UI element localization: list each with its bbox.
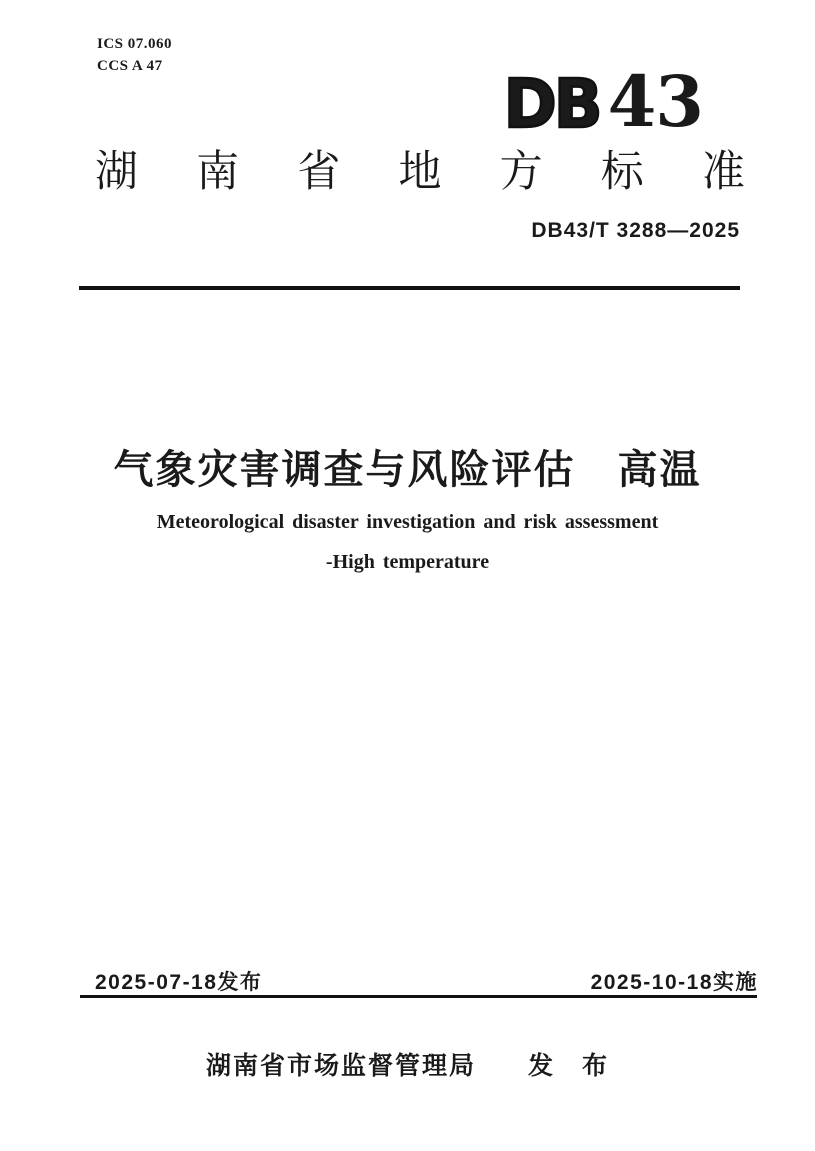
standard-type-char: 准: [701, 148, 745, 196]
ccs-code: CCS A 47: [97, 58, 163, 74]
implement-date: 2025-10-18实施: [590, 971, 758, 994]
standard-type-char: 省: [297, 148, 341, 196]
publisher-row: [0, 1046, 815, 1082]
document-title-english-line1: Meteorological disaster investigation and risk assessment: [156, 511, 659, 533]
standard-type-char: 湖: [95, 148, 138, 196]
db43-logo-prefix: DB: [503, 66, 600, 144]
footer-rule: [80, 995, 757, 998]
standard-type-heading: [95, 148, 745, 196]
db43-logo-number: 43: [607, 60, 703, 143]
publish-label: 发 布: [528, 1052, 610, 1080]
standard-type-char: 方: [499, 148, 543, 196]
standard-type-char: 南: [196, 148, 240, 196]
standard-type-char: 标: [600, 148, 644, 196]
header-rule: [79, 286, 740, 290]
document-title-english-line2: -High temperature: [325, 551, 490, 573]
db43-logo: [503, 60, 703, 144]
ics-code: ICS 07.060: [97, 36, 173, 52]
publisher-name: 湖南省市场监督管理局: [205, 1052, 476, 1080]
document-title-chinese: 气象灾害调查与风险评估 高温: [113, 448, 702, 492]
classification-codes: [97, 33, 172, 77]
date-row: [95, 966, 758, 996]
standard-number: DB43/T 3288—2025: [531, 219, 740, 242]
issue-date: 2025-07-18发布: [95, 971, 263, 994]
standard-type-char: 地: [398, 148, 442, 196]
